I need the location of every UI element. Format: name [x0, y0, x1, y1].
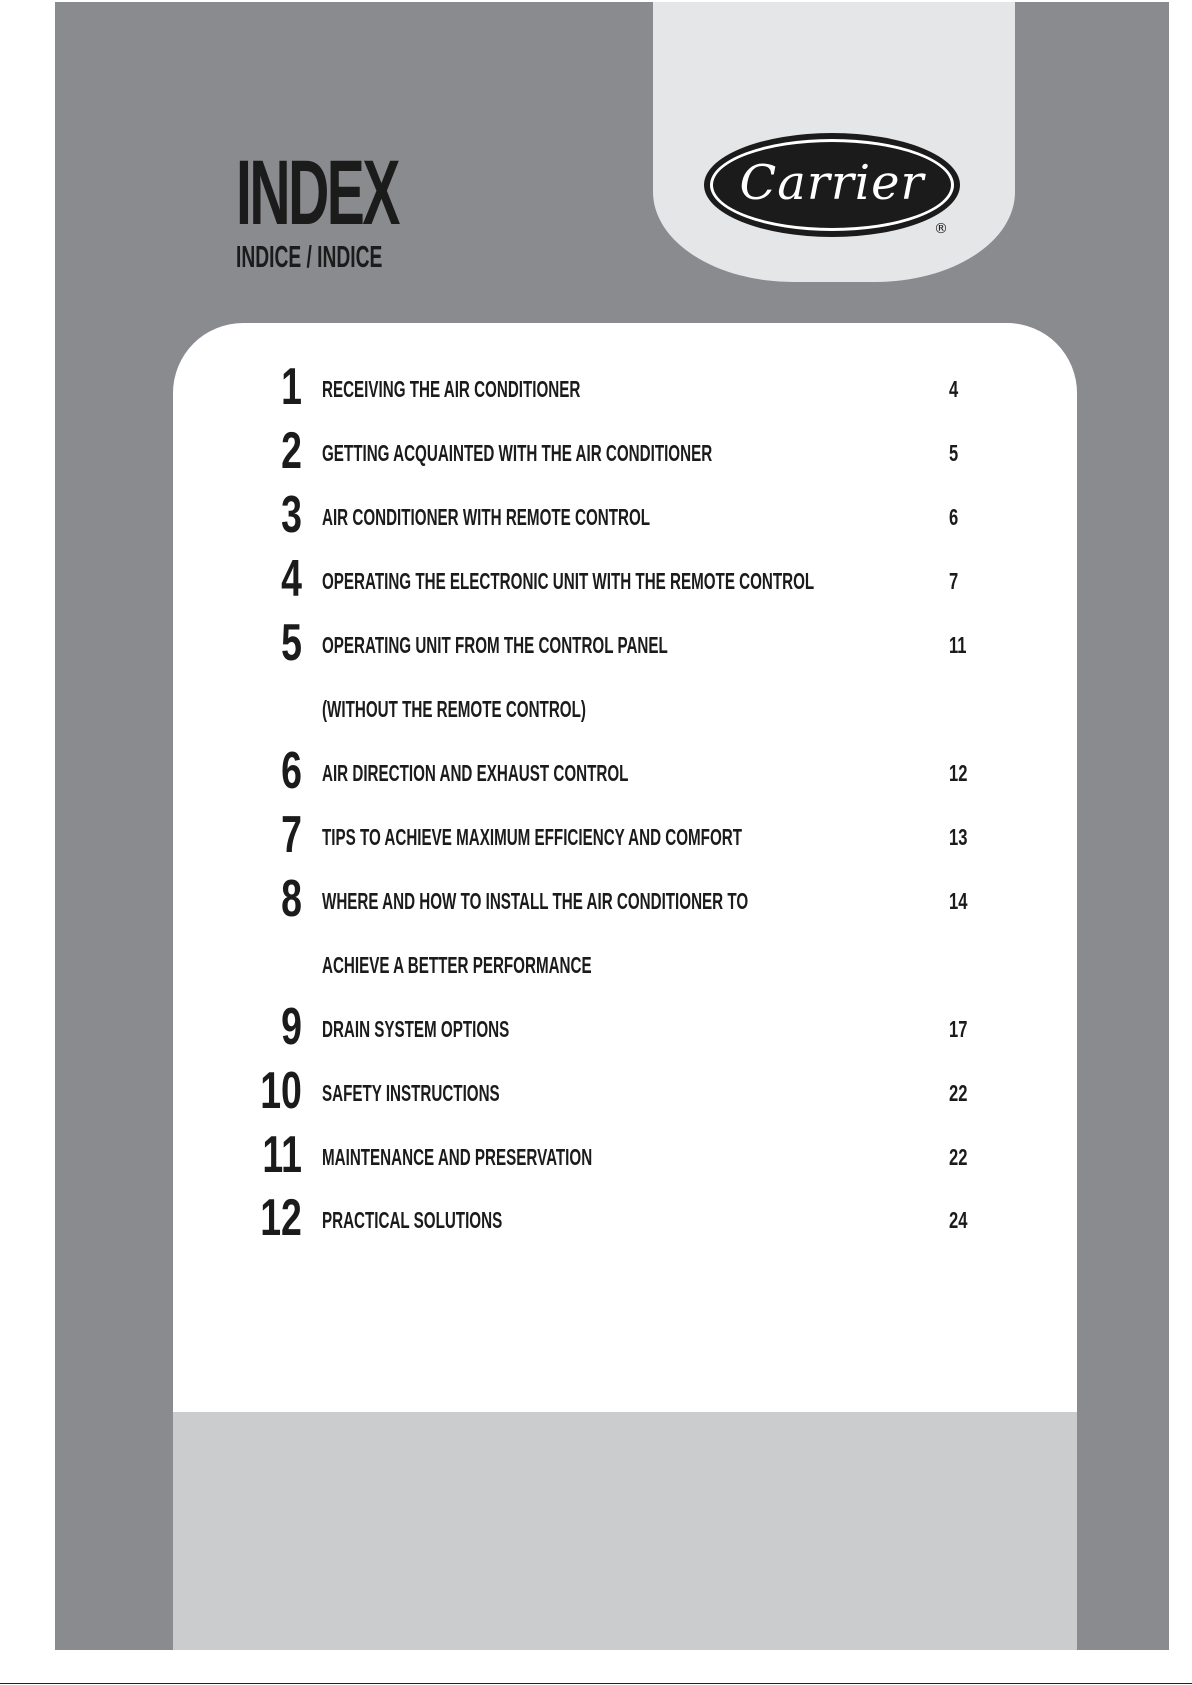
toc-entry-number: 4: [281, 550, 302, 608]
toc-entry-number: 6: [281, 742, 302, 800]
toc-entry-label: TIPS TO ACHIEVE MAXIMUM EFFICIENCY AND COMFORT: [322, 824, 742, 850]
toc-entry[interactable]: [0, 741, 1192, 801]
toc-entry-label: PRACTICAL SOLUTIONS: [322, 1207, 503, 1233]
toc-entry-page: 13: [949, 824, 968, 850]
toc-entry-number: 12: [260, 1189, 302, 1247]
toc-entry-page: 22: [949, 1080, 968, 1106]
toc-entry[interactable]: [0, 485, 1192, 545]
page-subtitle: INDICE / INDICE: [236, 239, 383, 274]
toc-entry-continuation: [0, 933, 1192, 993]
toc-entry-label: (WITHOUT THE REMOTE CONTROL): [322, 696, 586, 722]
toc-entry-page: 17: [949, 1016, 968, 1042]
toc-entry-page: 12: [949, 760, 968, 786]
registered-mark: ®: [934, 221, 948, 237]
logo-text: Carrier: [739, 155, 925, 211]
toc-entry-label: AIR DIRECTION AND EXHAUST CONTROL: [322, 760, 629, 786]
page-title: INDEX: [236, 142, 398, 244]
toc-entry-page: 22: [949, 1144, 968, 1170]
toc-entry-number: 11: [262, 1126, 302, 1184]
toc-entry[interactable]: [0, 549, 1192, 609]
toc-entry[interactable]: [0, 1061, 1192, 1121]
toc-entry-label: ACHIEVE A BETTER PERFORMANCE: [322, 952, 592, 978]
toc-entry[interactable]: [0, 997, 1192, 1057]
toc-entry[interactable]: [0, 805, 1192, 865]
toc-entry-label: DRAIN SYSTEM OPTIONS: [322, 1016, 510, 1042]
toc-entry[interactable]: [0, 869, 1192, 929]
toc-entry[interactable]: [0, 421, 1192, 481]
toc-entry-number: 8: [281, 870, 302, 928]
toc-entry-number: 1: [281, 358, 302, 416]
toc-entry-number: 7: [281, 806, 302, 864]
toc-entry[interactable]: [0, 357, 1192, 417]
toc-entry-number: 5: [281, 614, 302, 672]
toc-entry-page: 24: [949, 1207, 968, 1233]
toc-entry-label: AIR CONDITIONER WITH REMOTE CONTROL: [322, 504, 651, 530]
toc-entry-page: 11: [949, 632, 967, 658]
toc-entry-label: WHERE AND HOW TO INSTALL THE AIR CONDITIONER TO: [322, 888, 749, 914]
toc-entry-number: 10: [260, 1062, 302, 1120]
toc-entry-label: SAFETY INSTRUCTIONS: [322, 1080, 500, 1106]
toc-entry-page: 14: [949, 888, 968, 914]
logo-oval-border: [710, 139, 954, 231]
toc-entry-label: OPERATING THE ELECTRONIC UNIT WITH THE REMOTE CONTROL: [322, 568, 815, 594]
toc-entry-number: 2: [281, 422, 302, 480]
toc-entry-page: 7: [949, 568, 959, 594]
toc-entry-label: GETTING ACQUAINTED WITH THE AIR CONDITIONER: [322, 440, 713, 466]
toc-entry-page: 4: [949, 376, 959, 402]
bottom-band: [173, 1412, 1077, 1650]
carrier-logo: [704, 133, 960, 237]
toc-entry[interactable]: [0, 613, 1192, 673]
toc-entry-label: OPERATING UNIT FROM THE CONTROL PANEL: [322, 632, 668, 658]
toc-entry-number: 3: [281, 486, 302, 544]
toc-entry[interactable]: [0, 1125, 1192, 1185]
toc-entry-page: 5: [949, 440, 959, 466]
page-bottom-rule: [0, 1683, 1192, 1684]
toc-entry[interactable]: [0, 1188, 1192, 1248]
toc-entry-number: 9: [281, 998, 302, 1056]
toc-entry-label: RECEIVING THE AIR CONDITIONER: [322, 376, 581, 402]
toc-entry-continuation: [0, 677, 1192, 737]
toc-entry-label: MAINTENANCE AND PRESERVATION: [322, 1144, 593, 1170]
toc-entry-page: 6: [949, 504, 959, 530]
